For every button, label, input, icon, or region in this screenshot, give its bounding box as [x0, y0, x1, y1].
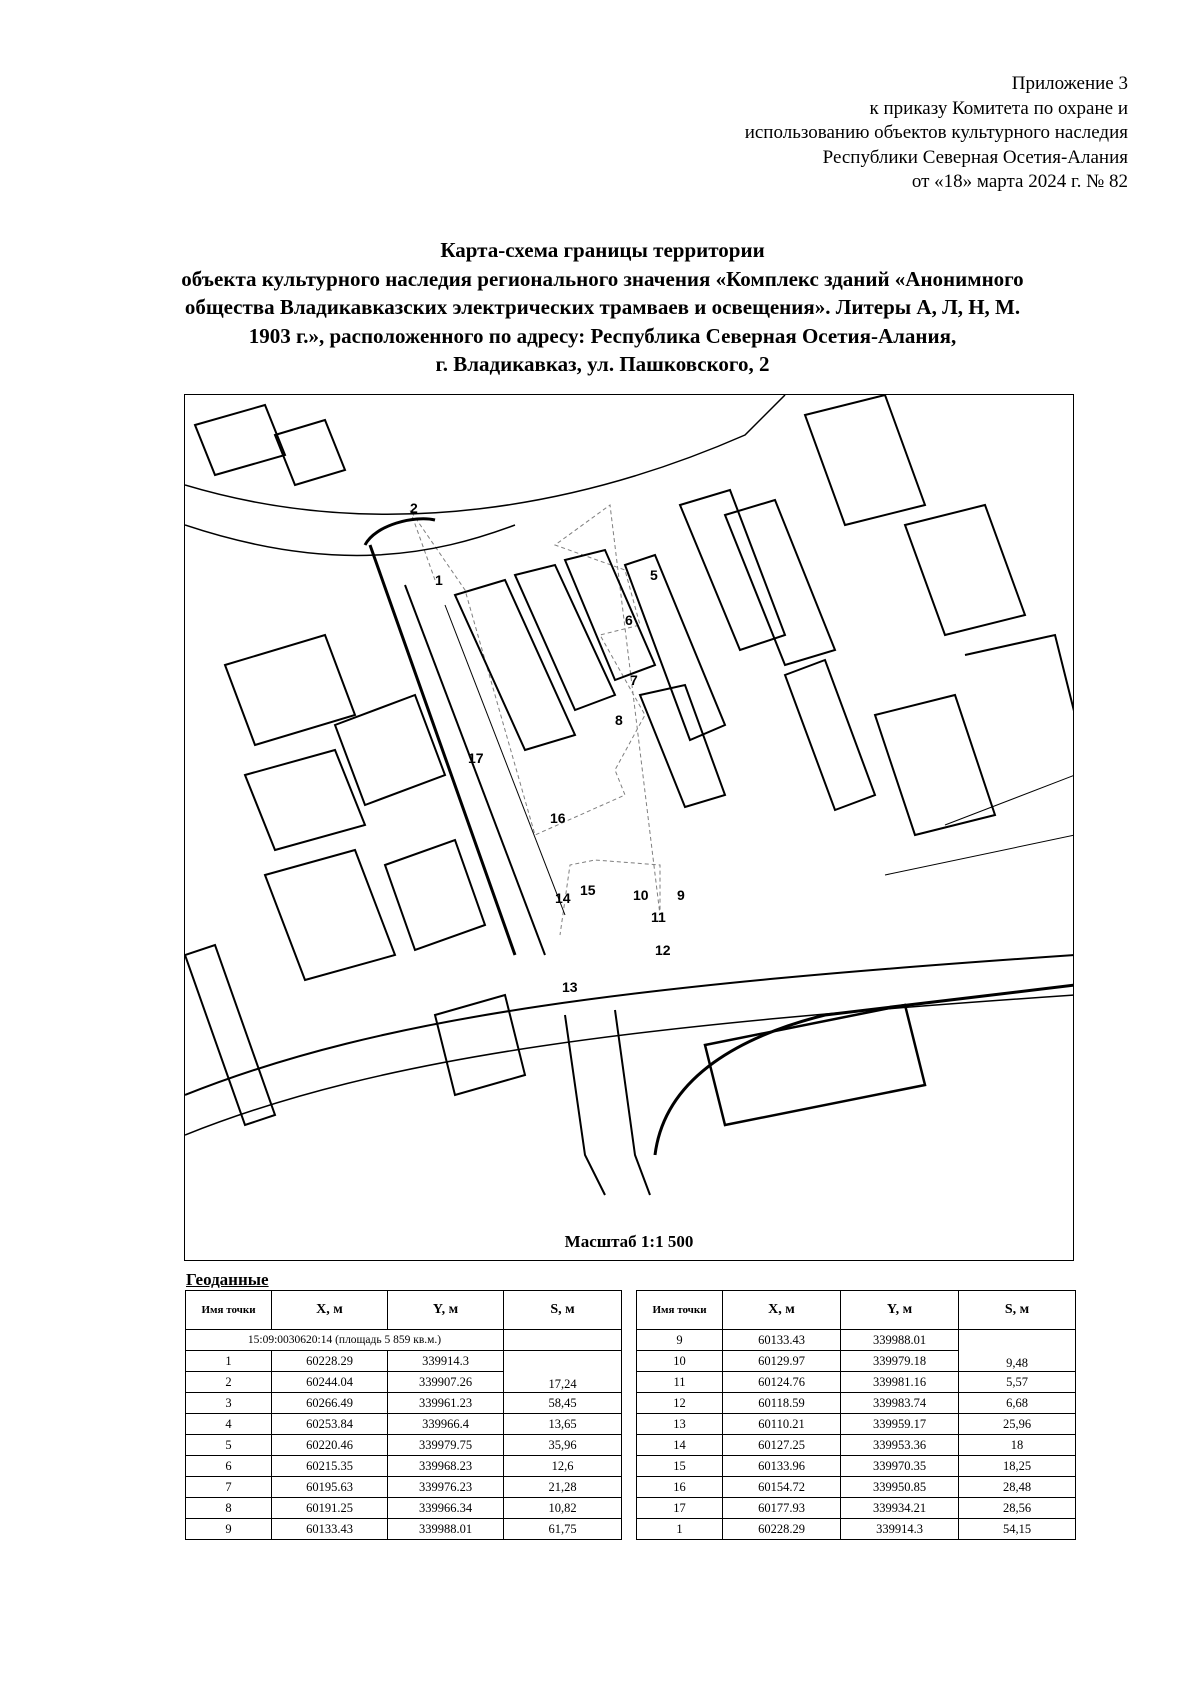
point-name-cell: 6	[186, 1456, 272, 1477]
y-cell: 339934.21	[841, 1498, 959, 1519]
s-cell: 17,24	[504, 1351, 622, 1393]
x-cell: 60195.63	[272, 1477, 388, 1498]
point-name-cell: 12	[637, 1393, 723, 1414]
x-cell: 60124.76	[723, 1372, 841, 1393]
point-name-cell: 8	[186, 1498, 272, 1519]
header-y: Y, м	[388, 1291, 504, 1330]
x-cell: 60215.35	[272, 1456, 388, 1477]
s-cell: 5,57	[959, 1372, 1076, 1393]
table-row	[186, 1477, 622, 1498]
s-cell: 28,48	[959, 1477, 1076, 1498]
table-row	[637, 1498, 1076, 1519]
header-x: X, м	[723, 1291, 841, 1330]
appendix-line: Приложение 3	[1011, 73, 1128, 94]
x-cell: 60118.59	[723, 1393, 841, 1414]
table-row	[637, 1393, 1076, 1414]
point-name-cell: 13	[637, 1414, 723, 1435]
cadastral-number: 15:09:0030620:14 (площадь 5 859 кв.м.)	[186, 1330, 504, 1351]
table-row	[637, 1330, 1076, 1351]
point-name-cell: 2	[186, 1372, 272, 1393]
y-cell: 339968.23	[388, 1456, 504, 1477]
title-line: общества Владикавказских электрических трамваев и освещения». Литеры А, Л, Н, М.	[184, 295, 1021, 319]
s-cell: 10,82	[504, 1498, 622, 1519]
y-cell: 339914.3	[388, 1351, 504, 1372]
s-cell: 13,65	[504, 1414, 622, 1435]
appendix-line: к приказу Комитета по охране и	[869, 97, 1128, 119]
x-cell: 60228.29	[272, 1351, 388, 1372]
appendix-line: использованию объектов культурного наследия	[744, 122, 1128, 143]
x-cell: 60133.43	[272, 1519, 388, 1540]
x-cell: 60133.96	[723, 1456, 841, 1477]
point-name-cell: 17	[637, 1498, 723, 1519]
table-row	[186, 1435, 622, 1456]
x-cell: 60244.04	[272, 1372, 388, 1393]
appendix-line: Республики Северная Осетия-Алания	[822, 146, 1128, 168]
point-name-cell: 7	[186, 1477, 272, 1498]
map-scale-label: Масштаб 1:1 500	[564, 1232, 694, 1251]
y-cell: 339953.36	[841, 1435, 959, 1456]
s-cell: 6,68	[959, 1393, 1076, 1414]
s-cell: 61,75	[504, 1519, 622, 1540]
table-row	[637, 1519, 1076, 1540]
point-name-cell: 15	[637, 1456, 723, 1477]
map-drawing	[185, 395, 1074, 1261]
s-cell: 18,25	[959, 1456, 1076, 1477]
table-cell	[504, 1330, 622, 1351]
s-cell: 12,6	[504, 1456, 622, 1477]
geodata-heading: Геоданные	[186, 1270, 269, 1289]
map-point-label: 8	[615, 712, 623, 728]
header-point-name: Имя точки	[637, 1291, 723, 1330]
point-name-cell: 14	[637, 1435, 723, 1456]
map-point-label: 15	[580, 882, 596, 898]
y-cell: 339988.01	[841, 1330, 959, 1351]
x-cell: 60127.25	[723, 1435, 841, 1456]
y-cell: 339983.74	[841, 1393, 959, 1414]
map-point-label: 6	[625, 612, 633, 628]
x-cell: 60110.21	[723, 1414, 841, 1435]
header-x: X, м	[272, 1291, 388, 1330]
y-cell: 339907.26	[388, 1372, 504, 1393]
point-name-cell: 3	[186, 1393, 272, 1414]
y-cell: 339914.3	[841, 1519, 959, 1540]
header-y: Y, м	[841, 1291, 959, 1330]
map-point-label: 7	[630, 672, 638, 688]
x-cell: 60266.49	[272, 1393, 388, 1414]
table-row	[186, 1414, 622, 1435]
table-body	[637, 1330, 1076, 1540]
s-cell: 35,96	[504, 1435, 622, 1456]
x-cell: 60191.25	[272, 1498, 388, 1519]
point-name-cell: 16	[637, 1477, 723, 1498]
s-cell: 28,56	[959, 1498, 1076, 1519]
table-row	[186, 1456, 622, 1477]
point-name-cell: 9	[637, 1330, 723, 1351]
point-name-cell: 4	[186, 1414, 272, 1435]
s-cell: 58,45	[504, 1393, 622, 1414]
point-name-cell: 10	[637, 1351, 723, 1372]
y-cell: 339959.17	[841, 1414, 959, 1435]
header-point-name: Имя точки	[186, 1291, 272, 1330]
x-cell: 60154.72	[723, 1477, 841, 1498]
document-title	[90, 236, 1115, 379]
title-line: г. Владикавказ, ул. Пашковского, 2	[435, 352, 770, 376]
table-row	[637, 1477, 1076, 1498]
y-cell: 339966.4	[388, 1414, 504, 1435]
point-name-cell: 5	[186, 1435, 272, 1456]
header-s: S, м	[504, 1291, 622, 1330]
table-row	[186, 1393, 622, 1414]
y-cell: 339981.16	[841, 1372, 959, 1393]
x-cell: 60228.29	[723, 1519, 841, 1540]
table-row	[186, 1498, 622, 1519]
x-cell: 60220.46	[272, 1435, 388, 1456]
table-body	[186, 1351, 622, 1540]
x-cell: 60133.43	[723, 1330, 841, 1351]
y-cell: 339970.35	[841, 1456, 959, 1477]
s-cell: 54,15	[959, 1519, 1076, 1540]
s-cell: 25,96	[959, 1414, 1076, 1435]
map-point-label: 11	[651, 909, 666, 925]
map-point-label: 5	[650, 567, 658, 583]
appendix-line: от «18» марта 2024 г. № 82	[911, 171, 1128, 192]
table-row	[186, 1519, 622, 1540]
s-cell: 9,48	[959, 1330, 1076, 1372]
map-point-label: 16	[550, 810, 566, 826]
table-row	[186, 1351, 622, 1372]
table-row	[637, 1456, 1076, 1477]
x-cell: 60129.97	[723, 1351, 841, 1372]
map-scheme	[184, 394, 1074, 1261]
point-name-cell: 11	[637, 1372, 723, 1393]
point-name-cell: 1	[637, 1519, 723, 1540]
table-row	[637, 1414, 1076, 1435]
table-header-row	[186, 1291, 622, 1330]
s-cell: 18	[959, 1435, 1076, 1456]
map-point-label: 12	[655, 942, 671, 958]
map-point-label: 2	[410, 500, 418, 516]
y-cell: 339979.75	[388, 1435, 504, 1456]
y-cell: 339988.01	[388, 1519, 504, 1540]
map-point-label: 14	[555, 890, 571, 906]
title-line: объекта культурного наследия регионального значения «Комплекс зданий «Анонимного	[181, 266, 1024, 291]
map-point-label: 9	[677, 887, 685, 903]
map-point-label: 17	[468, 750, 484, 766]
y-cell: 339966.34	[388, 1498, 504, 1519]
map-point-label: 1	[435, 572, 443, 588]
y-cell: 339961.23	[388, 1393, 504, 1414]
map-background	[185, 395, 1074, 1195]
table-row	[637, 1372, 1076, 1393]
y-cell: 339950.85	[841, 1477, 959, 1498]
appendix-header	[508, 72, 1128, 195]
header-s: S, м	[959, 1291, 1076, 1330]
x-cell: 60253.84	[272, 1414, 388, 1435]
geodata-table-left	[185, 1290, 622, 1540]
table-row	[637, 1435, 1076, 1456]
point-name-cell: 9	[186, 1519, 272, 1540]
table-row	[186, 1330, 622, 1351]
y-cell: 339976.23	[388, 1477, 504, 1498]
title-line: Карта-схема границы территории	[440, 238, 765, 262]
s-cell: 21,28	[504, 1477, 622, 1498]
point-name-cell: 1	[186, 1351, 272, 1372]
y-cell: 339979.18	[841, 1351, 959, 1372]
geodata-table-right	[636, 1290, 1076, 1540]
title-line: 1903 г.», расположенного по адресу: Республика Северная Осетия-Алания,	[248, 323, 957, 348]
map-point-label: 13	[562, 979, 578, 995]
x-cell: 60177.93	[723, 1498, 841, 1519]
table-header-row	[637, 1291, 1076, 1330]
map-point-label: 10	[633, 887, 649, 903]
